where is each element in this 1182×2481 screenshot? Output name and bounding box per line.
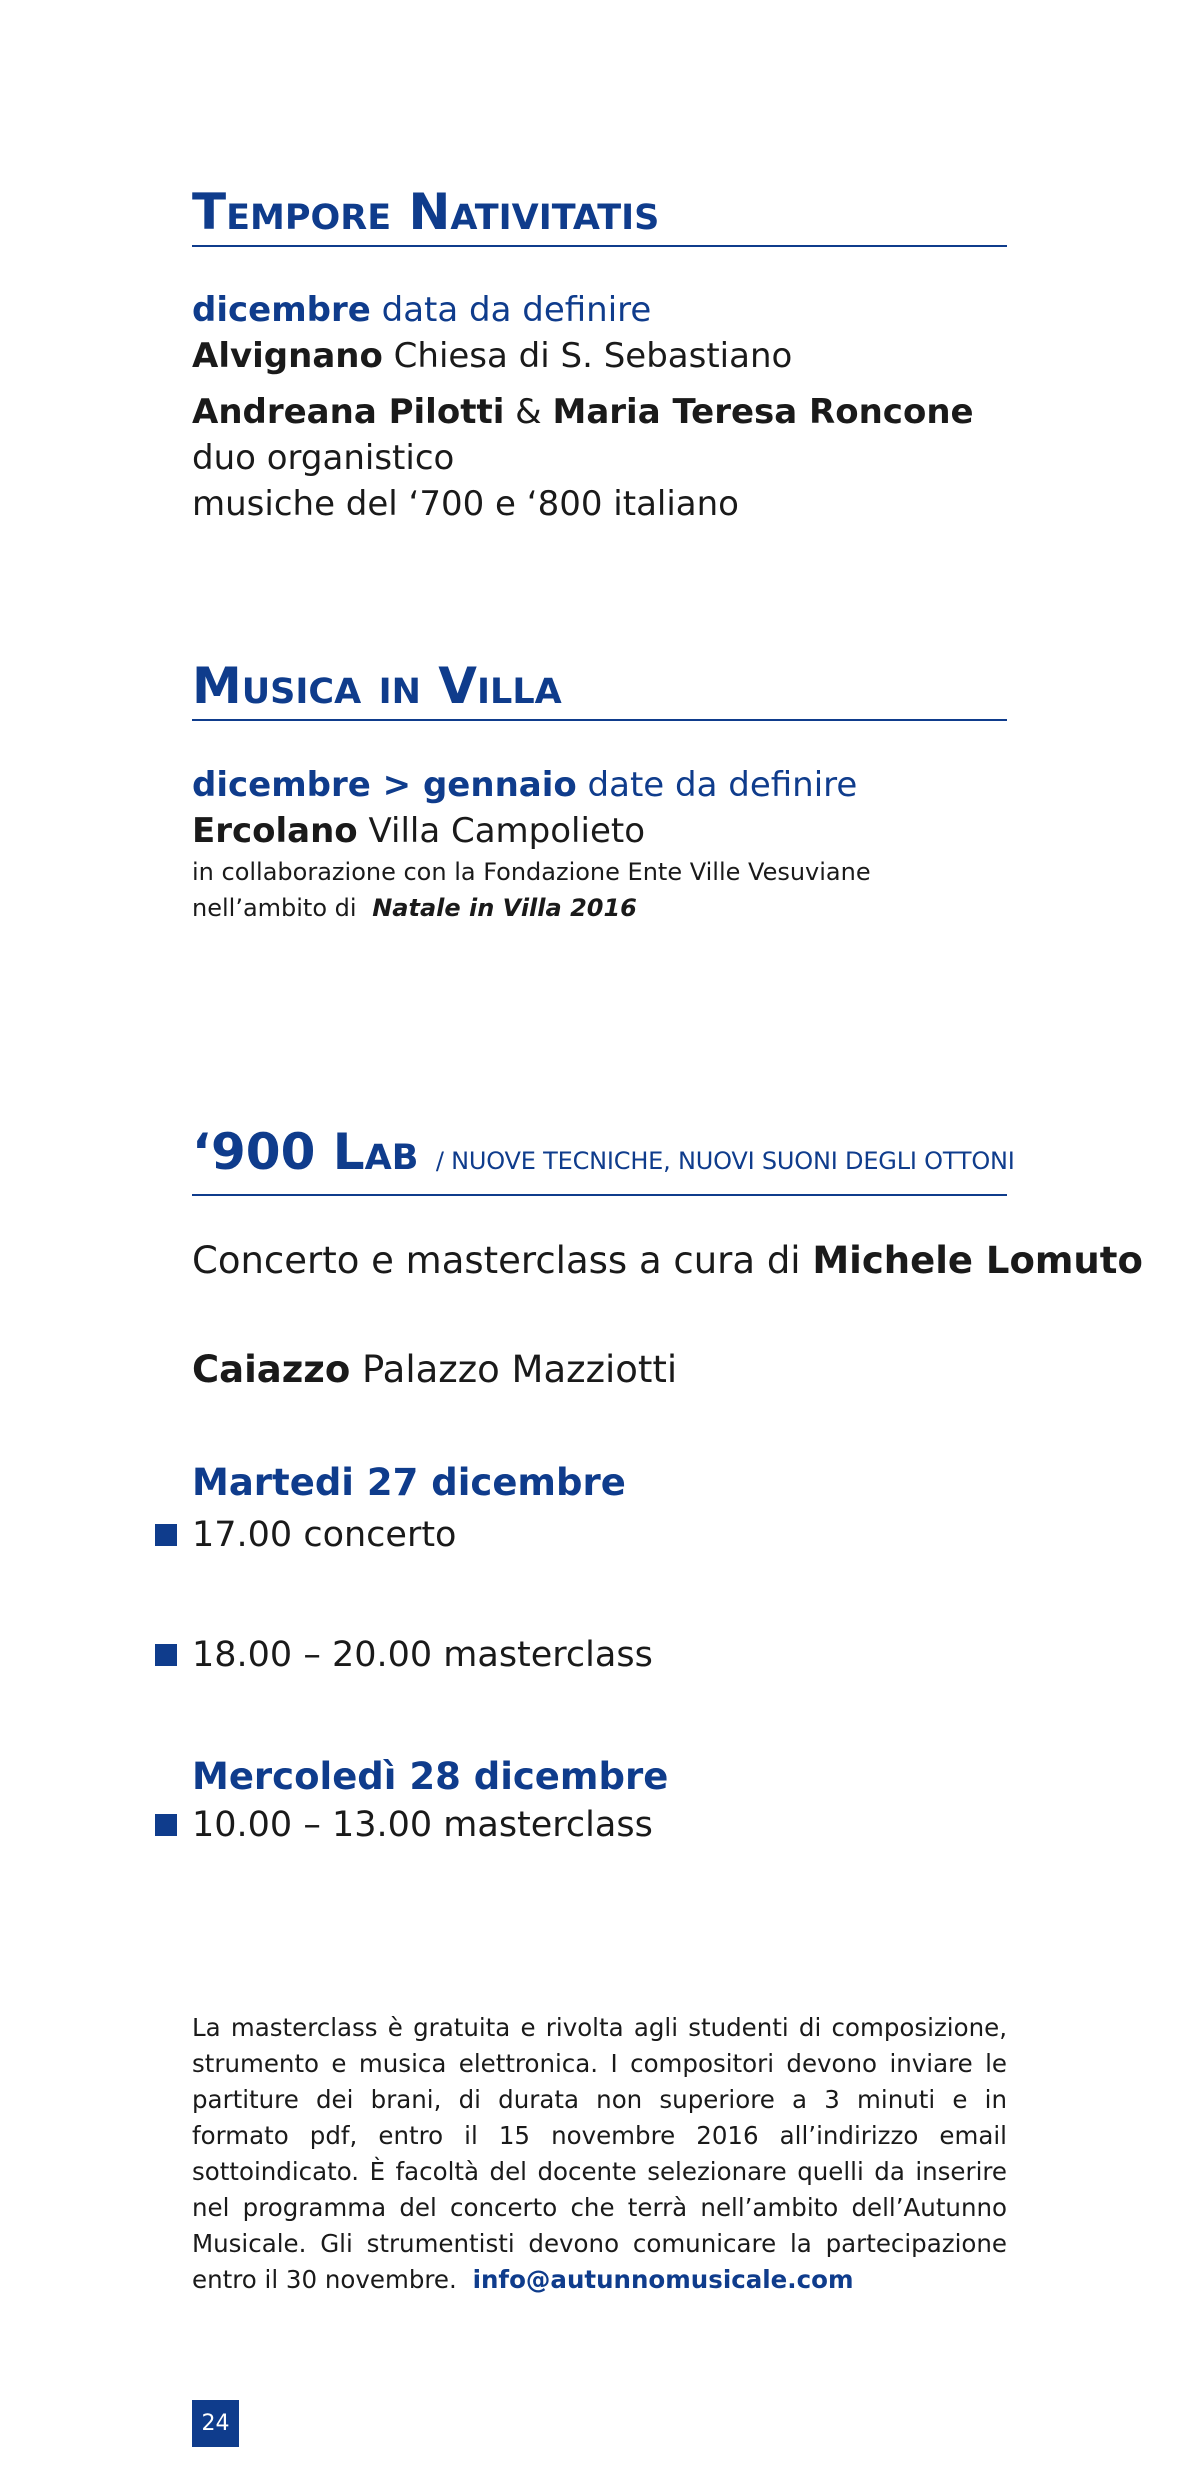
section-tempore-nativitatis [192, 183, 1007, 247]
event-intro: Concerto e masterclass a cura di Michele Lomuto [192, 1239, 1143, 1282]
event-place: Alvignano Chiesa di S. Sebastiano [192, 336, 793, 376]
square-bullet-icon [155, 1814, 177, 1836]
masterclass-note: La masterclass è gratuita e rivolta agli studenti di composizione, strumento e musica elettronica. I compositori devono inviare le partiture dei brani, di durata non superiore a 3 minuti e in formato pdf, entro il 15 novembre 2016 all’indirizzo email sottoindicato. È facoltà del docente selezionare quelli da inserire nel programma del concerto che terrà nell’ambito dell’Autunno Musicale. Gli strumentisti devono comunicare la partecipazione entro il 30 novembre. info@autunnomusicale.com [192, 2013, 1007, 2294]
section1-details [192, 287, 1007, 527]
section-subtitle: / NUOVE TECNICHE, NUOVI SUONI DEGLI OTTONI [435, 1147, 1015, 1175]
event-collaboration: in collaborazione con la Fondazione Ente Ville Vesuviane [192, 858, 871, 886]
section-musica-in-villa [192, 657, 1007, 721]
page-number: 24 [192, 2400, 239, 2447]
brochure-page: Tempore Nativitatis dicembre data da definire Alvignano Chiesa di S. Sebastiano Andreana Pilotti & Maria Teresa Roncone duo organistico musiche del ‘700 e ‘800 italiano Musica in Villa dicembre > gennaio date da definire Ercolano Villa Campolieto in collaborazione con la Fondazione Ente Ville Vesuviane nell’ambito di Natale in Villa 2016 ‘900 Lab / NUOVE TECNICHE, NUOVI SUONI DEGLI OTTONI Concerto e masterclass a cura di Michele Lomuto Caiazzo Palazzo Mazziotti Martedi 27 dicembre 17.00 concerto 18.00 – 20.00 masterclass Mercoledì 28 dicembre 10.00 – 13.00 masterclass La masterclass è gratuita e rivolta agli studenti di composizione, strumento e musica elettronica. I compositori devono inviare le partiture dei brani, di durata non superiore a 3 minuti e in formato pdf, entro il 15 novembre 2016 all’indirizzo email sottoindicato. È facoltà del docente selezionare quelli da inserire nel programma del concerto che terrà nell’ambito dell’Autunno Musicale. Gli strumentisti devono comunicare la partecipazione entro il 30 novembre. info@autunnomusicale.com 24 [0, 0, 1182, 2481]
section3-intro [192, 1237, 1143, 1285]
event-program: musiche del ‘700 e ‘800 italiano [192, 484, 739, 524]
event-performers: Andreana Pilotti & Maria Teresa Roncone [192, 392, 974, 432]
square-bullet-icon [155, 1644, 177, 1666]
event-place: Ercolano Villa Campolieto [192, 811, 645, 851]
day-heading-1: Martedi 27 dicembre [192, 1461, 626, 1504]
section3-place [192, 1346, 1007, 1394]
section2-details [192, 762, 1007, 926]
email-link[interactable]: info@autunnomusicale.com [472, 2265, 854, 2294]
event-place: Caiazzo Palazzo Mazziotti [192, 1348, 678, 1391]
event-date: dicembre data da definire [192, 290, 652, 330]
day-heading-2: Mercoledì 28 dicembre [192, 1755, 669, 1798]
section-900-lab [192, 1123, 1015, 1196]
event-ensemble: duo organistico [192, 438, 455, 478]
section-title: ‘900 Lab / NUOVE TECNICHE, NUOVI SUONI DEGLI OTTONI [192, 1123, 1007, 1196]
section-title: Musica in Villa [192, 657, 1007, 721]
section-title: Tempore Nativitatis [192, 183, 1007, 247]
square-bullet-icon [155, 1524, 177, 1546]
event-date: dicembre > gennaio date da definire [192, 765, 858, 805]
event-ambito: nell’ambito di Natale in Villa 2016 [192, 894, 637, 922]
